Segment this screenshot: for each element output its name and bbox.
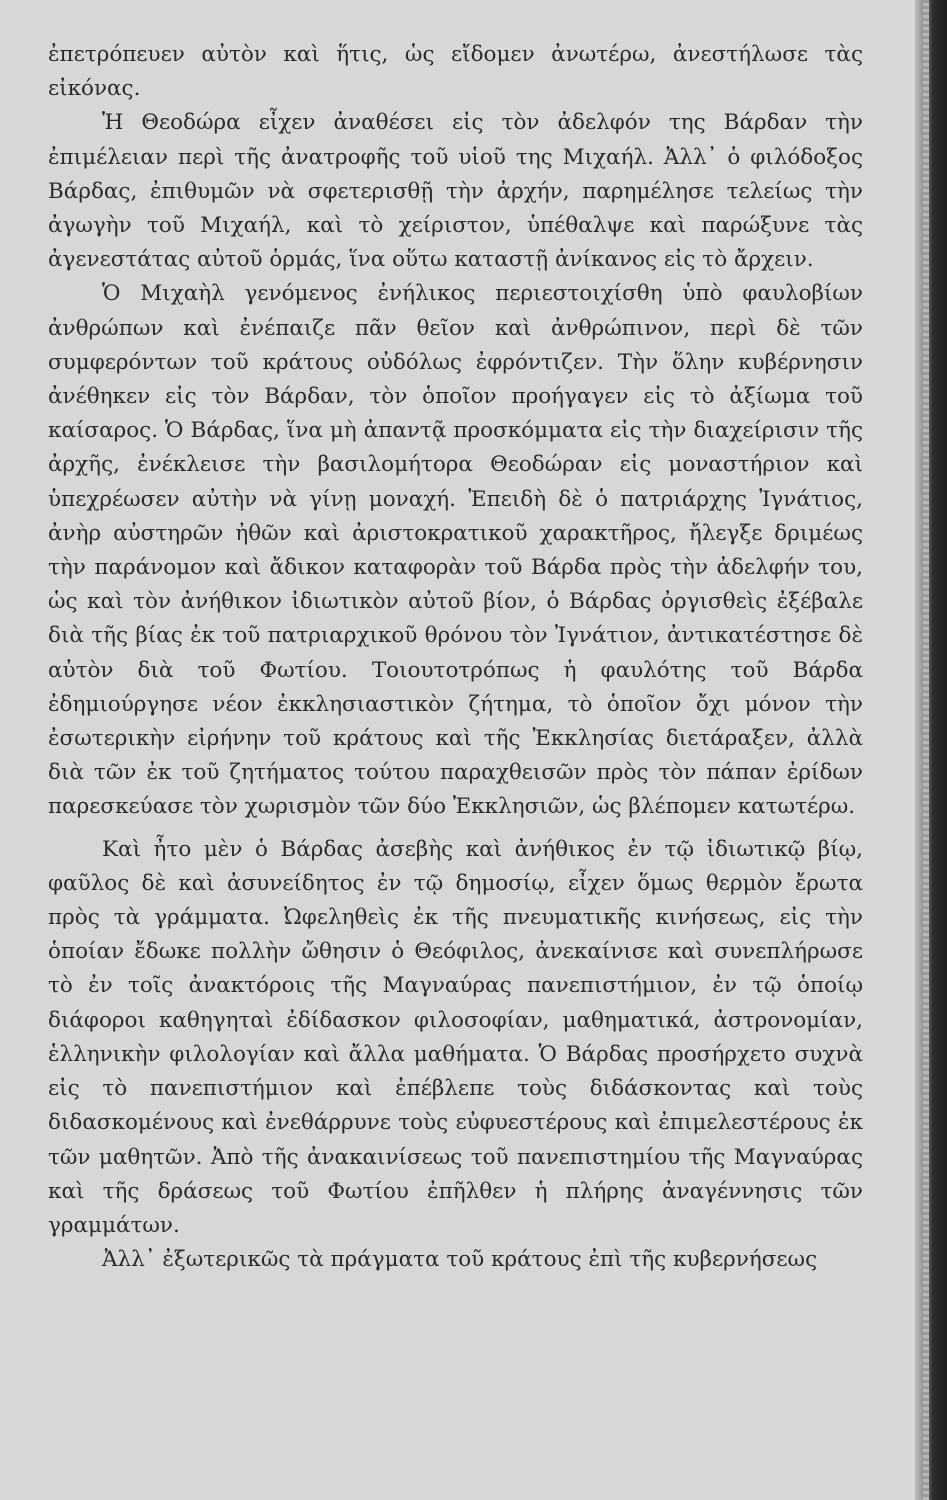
book-binding-edge: [915, 0, 947, 1500]
paragraph-michael: Ὁ Μιχαὴλ γενόμενος ἐνήλικος περιεστοιχίσθη ὑπὸ φαυλοβίων ἀνθρώπων καὶ ἐνέπαιζε πᾶν θεῖον καὶ ἀνθρώπινον, περὶ δὲ τῶν συμφερόντων τοῦ κράτους οὐδόλως ἐφρόντιζεν. Τὴν ὅλην κυβέρνησιν ἀνέθηκεν εἰς τὸν Βάρδαν, τὸν ὁποῖον προήγαγεν εἰς τὸ ἀξίωμα τοῦ καίσαρος. Ὁ Βάρδας, ἵνα μὴ ἀπαντᾷ προσκόμματα εἰς τὴν διαχείρισιν τῆς ἀρχῆς, ἐνέκλεισε τὴν βασιλομήτορα Θεοδώραν εἰς μοναστήριον καὶ ὑπεχρέωσεν αὐτὴν νὰ γίνῃ μοναχή. Ἐπειδὴ δὲ ὁ πατριάρχης Ἰγνάτιος, ἀνὴρ αὐστηρῶν ἠθῶν καὶ ἀριστοκρατικοῦ χαρακτῆρος, ἤλεγξε δριμέως τὴν παράνομον καὶ ἄδικον καταφορὰν τοῦ Βάρδα πρὸς τὴν ἀδελφήν του, ὡς καὶ τὸν ἀνήθικον ἰδιωτικὸν αὐτοῦ βίον, ὁ Βάρδας ὀργισθεὶς ἐξέβαλε διὰ τῆς βίας ἐκ τοῦ πατριαρχικοῦ θρόνου τὸν Ἰγνάτιον, ἀντικατέστησε δὲ αὐτὸν διὰ τοῦ Φωτίου. Τοιουτοτρόπως ἡ φαυλότης τοῦ Βάρδα ἐδημιούργησε νέον ἐκκλησιαστικὸν ζήτημα, τὸ ὁποῖον ὄχι μόνον τὴν ἐσωτερικὴν εἰρήνην τοῦ κράτους καὶ τῆς Ἐκκλησίας διετάραξεν, ἀλλὰ διὰ τῶν ἐκ τοῦ ζητήματος τούτου παραχθεισῶν πρὸς τὸν πάπαν ἐρίδων παρεσκεύασε τὸν χωρισμὸν τῶν δύο Ἐκκλησιῶν, ὡς βλέπομεν κατωτέρω.: [48, 281, 863, 820]
paragraph-theodora: Ἡ Θεοδώρα εἶχεν ἀναθέσει εἰς τὸν ἀδελφόν της Βάρδαν τὴν ἐπιμέλειαν περὶ τῆς ἀνατροφῆς τοῦ υἱοῦ της Μιχαήλ. Ἀλλ᾽ ὁ φιλόδοξος Βάρδας, ἐπιθυμῶν νὰ σφετερισθῇ τὴν ἀρχήν, παρημέλησε τελείως τὴν ἀγωγὴν τοῦ Μιχαήλ, καὶ τὸ χείριστον, ὑπέθαλψε καὶ παρώξυνε τὰς ἀγενεστάτας αὐτοῦ ὁρμάς, ἵνα οὕτω καταστῇ ἀνίκανος εἰς τὸ ἄρχειν.: [48, 110, 863, 273]
paragraph-external-affairs: Ἀλλ᾽ ἐξωτερικῶς τὰ πράγματα τοῦ κράτους ἐπὶ τῆς κυβερνήσεως: [102, 1247, 818, 1273]
page-body-text: [48, 38, 863, 1277]
page-fore-edge: [923, 0, 929, 1500]
paragraph-bardas-letters: Καὶ ἦτο μὲν ὁ Βάρδας ἀσεβὴς καὶ ἀνήθικος ἐν τῷ ἰδιωτικῷ βίῳ, φαῦλος δὲ καὶ ἀσυνείδητος ἐν τῷ δημοσίῳ, εἶχεν ὅμως θερμὸν ἔρωτα πρὸς τὰ γράμματα. Ὠφεληθεὶς ἐκ τῆς πνευματικῆς κινήσεως, εἰς τὴν ὁποίαν ἔδωκε πολλὴν ὤθησιν ὁ Θεόφιλος, ἀνεκαίνισε καὶ συνεπλήρωσε τὸ ἐν τοῖς ἀνακτόροις τῆς Μαγναύρας πανεπιστήμιον, ἐν τῷ ὁποίῳ διάφοροι καθηγηταὶ ἐδίδασκον φιλοσοφίαν, μαθηματικά, ἀστρονομίαν, ἑλληνικὴν φιλολογίαν καὶ ἄλλα μαθήματα. Ὁ Βάρδας προσήρχετο συχνὰ εἰς τὸ πανεπιστήμιον καὶ ἐπέβλεπε τοὺς διδάσκοντας καὶ τοὺς διδασκομένους καὶ ἐνεθάρρυνε τοὺς εὐφυεστέρους καὶ ἐπιμελεστέρους ἐκ τῶν μαθητῶν. Ἀπὸ τῆς ἀνακαινίσεως τοῦ πανεπιστημίου τῆς Μαγναύρας καὶ τῆς δράσεως τοῦ Φωτίου ἐπῆλθεν ἡ πλήρης ἀναγέννησις τῶν γραμμάτων.: [48, 836, 863, 1238]
paragraph-continuation: ἐπετρόπευεν αὐτὸν καὶ ἥτις, ὡς εἴδομεν ἀνωτέρω, ἀνεστήλωσε τὰς εἰκόνας.: [48, 42, 863, 102]
